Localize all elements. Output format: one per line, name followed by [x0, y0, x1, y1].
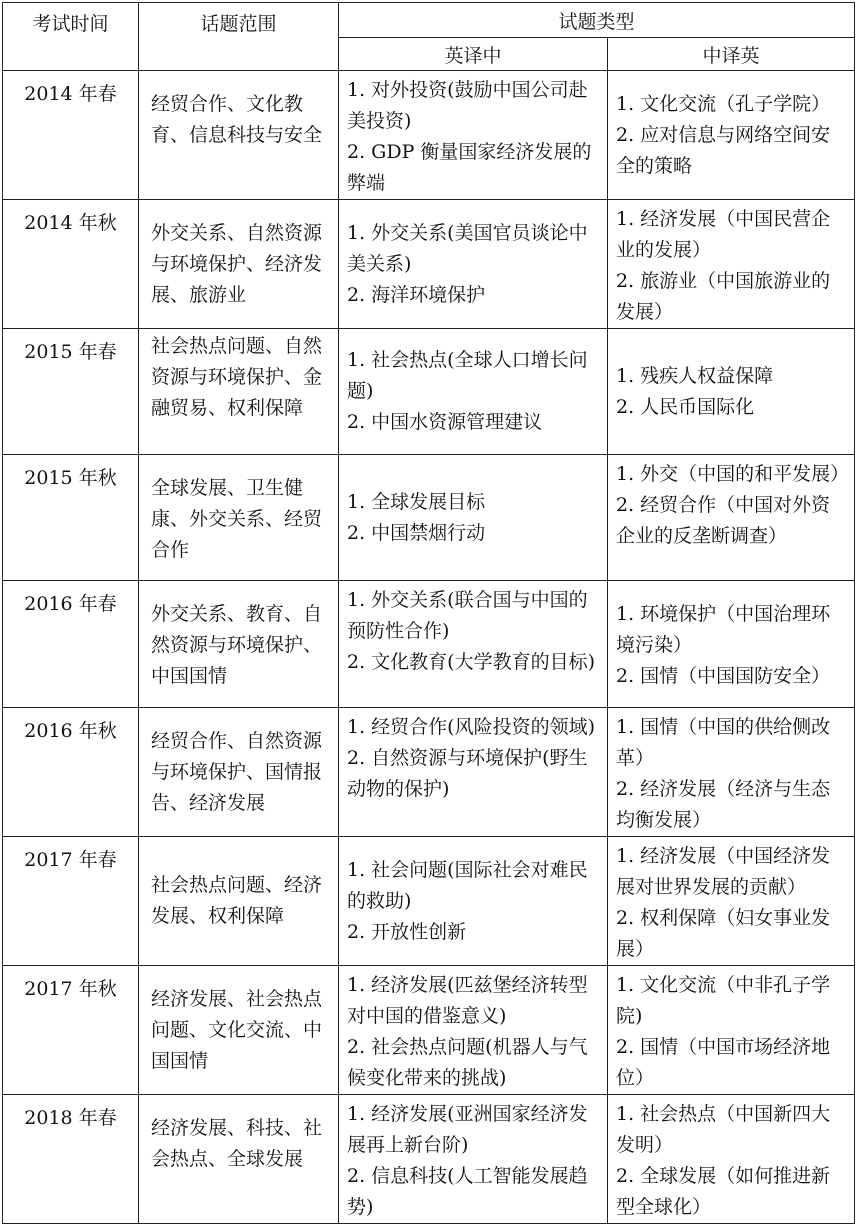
cn-en-item: 1. 国情（中国的供给侧改革） [616, 716, 831, 769]
row-topic: 经贸合作、文化教育、信息科技与安全 [139, 71, 339, 200]
cn-en-item: 2. 应对信息与网络空间安全的策略 [616, 123, 831, 177]
cn-en-item: 2. 旅游业（中国旅游业的发展） [616, 270, 831, 323]
row-topic: 经贸合作、自然资源与环境保护、国情报告、经济发展 [139, 708, 339, 837]
row-topic: 全球发展、卫生健康、外交关系、经贸合作 [139, 455, 339, 581]
table-row [3, 200, 855, 329]
en-cn-item: 2. GDP 衡量国家经济发展的弊端 [347, 141, 592, 194]
row-topic: 社会热点问题、自然资源与环境保护、金融贸易、权利保障 [139, 329, 339, 455]
row-exam-time: 2015 年春 [3, 329, 139, 455]
header-topic-scope: 话题范围 [139, 3, 339, 71]
cn-en-item: 1. 环境保护（中国治理环境污染） [616, 603, 831, 656]
exam-topics-table [2, 2, 855, 1224]
row-exam-time: 2015 年秋 [3, 455, 139, 581]
cn-en-item: 1. 社会热点（中国新四大发明） [616, 1103, 831, 1156]
row-exam-time: 2017 年秋 [3, 966, 139, 1095]
en-cn-item: 1. 社会热点(全球人口增长问题) [347, 349, 588, 402]
table-row [3, 708, 855, 837]
en-cn-item: 2. 中国禁烟行动 [347, 521, 486, 544]
row-exam-time: 2018 年春 [3, 1095, 139, 1224]
en-cn-item: 2. 中国水资源管理建议 [347, 411, 543, 433]
cn-en-item: 1. 文化交流（孔子学院） [616, 92, 831, 115]
row-exam-time: 2016 年春 [3, 581, 139, 708]
row-topic: 外交关系、自然资源与环境保护、经济发展、旅游业 [139, 200, 339, 329]
header-en-to-cn: 英译中 [339, 38, 608, 71]
cn-en-item: 2. 经济发展（经济与生态均衡发展） [616, 778, 831, 831]
header-question-type: 试题类型 [339, 3, 855, 38]
cn-en-item: 2. 国情（中国国防安全） [616, 665, 831, 687]
cn-en-item: 1. 经济发展（中国民营企业的发展） [616, 208, 831, 261]
row-topic: 经济发展、科技、社会热点、全球发展 [139, 1095, 339, 1224]
table-row [3, 329, 855, 455]
en-cn-item: 1. 全球发展目标 [347, 490, 486, 513]
cn-en-item: 1. 文化交流（中非孔子学院) [616, 974, 831, 1027]
cn-en-item: 1. 残疾人权益保障 [616, 364, 774, 387]
header-cn-to-en: 中译英 [608, 38, 855, 71]
cn-en-item: 1. 外交（中国的和平发展） [616, 463, 850, 485]
row-topic: 社会热点问题、经济发展、权利保障 [139, 837, 339, 966]
cn-en-item: 2. 经贸合作（中国对外资企业的反垄断调查） [616, 494, 831, 547]
en-cn-item: 1. 经济发展(亚洲国家经济发展再上新台阶) [347, 1103, 588, 1156]
row-topic: 外交关系、教育、自然资源与环境保护、中国国情 [139, 581, 339, 708]
en-cn-item: 2. 社会热点问题(机器人与气候变化带来的挑战) [347, 1036, 588, 1089]
table-row [3, 581, 855, 708]
row-topic: 经济发展、社会热点问题、文化交流、中国国情 [139, 966, 339, 1095]
table-row [3, 71, 855, 200]
en-cn-item: 2. 信息科技(人工智能发展趋势) [347, 1165, 588, 1218]
cn-en-item: 1. 经济发展（中国经济发展对世界发展的贡献） [616, 845, 831, 898]
en-cn-item: 2. 海洋环境保护 [347, 284, 486, 306]
table-row [3, 1095, 855, 1224]
en-cn-item: 1. 外交关系(美国官员谈论中美关系) [347, 222, 588, 275]
en-cn-item: 1. 经济发展(匹兹堡经济转型对中国的借鉴意义) [347, 974, 588, 1027]
row-exam-time: 2014 年秋 [3, 200, 139, 329]
cn-en-item: 2. 国情（中国市场经济地位） [616, 1036, 831, 1089]
en-cn-item: 1. 对外投资(鼓励中国公司赴美投资) [347, 79, 588, 132]
en-cn-item: 2. 自然资源与环境保护(野生动物的保护) [347, 747, 588, 800]
row-exam-time: 2016 年秋 [3, 708, 139, 837]
cn-en-item: 2. 人民币国际化 [616, 395, 755, 418]
en-cn-item: 1. 经贸合作(风险投资的领域) [347, 716, 595, 738]
en-cn-item: 1. 社会问题(国际社会对难民的救助) [347, 858, 588, 912]
en-cn-item: 1. 外交关系(联合国与中国的预防性合作) [347, 589, 588, 642]
row-exam-time: 2014 年春 [3, 71, 139, 200]
en-cn-item: 2. 开放性创新 [347, 920, 467, 943]
en-cn-item: 2. 文化教育(大学教育的目标) [347, 651, 595, 673]
table-row [3, 966, 855, 1095]
table-row [3, 455, 855, 581]
row-exam-time: 2017 年春 [3, 837, 139, 966]
cn-en-item: 2. 权利保障（妇女事业发展） [616, 907, 831, 960]
cn-en-item: 2. 全球发展（如何推进新型全球化） [616, 1165, 831, 1218]
header-exam-time: 考试时间 [3, 3, 139, 71]
table-row [3, 837, 855, 966]
